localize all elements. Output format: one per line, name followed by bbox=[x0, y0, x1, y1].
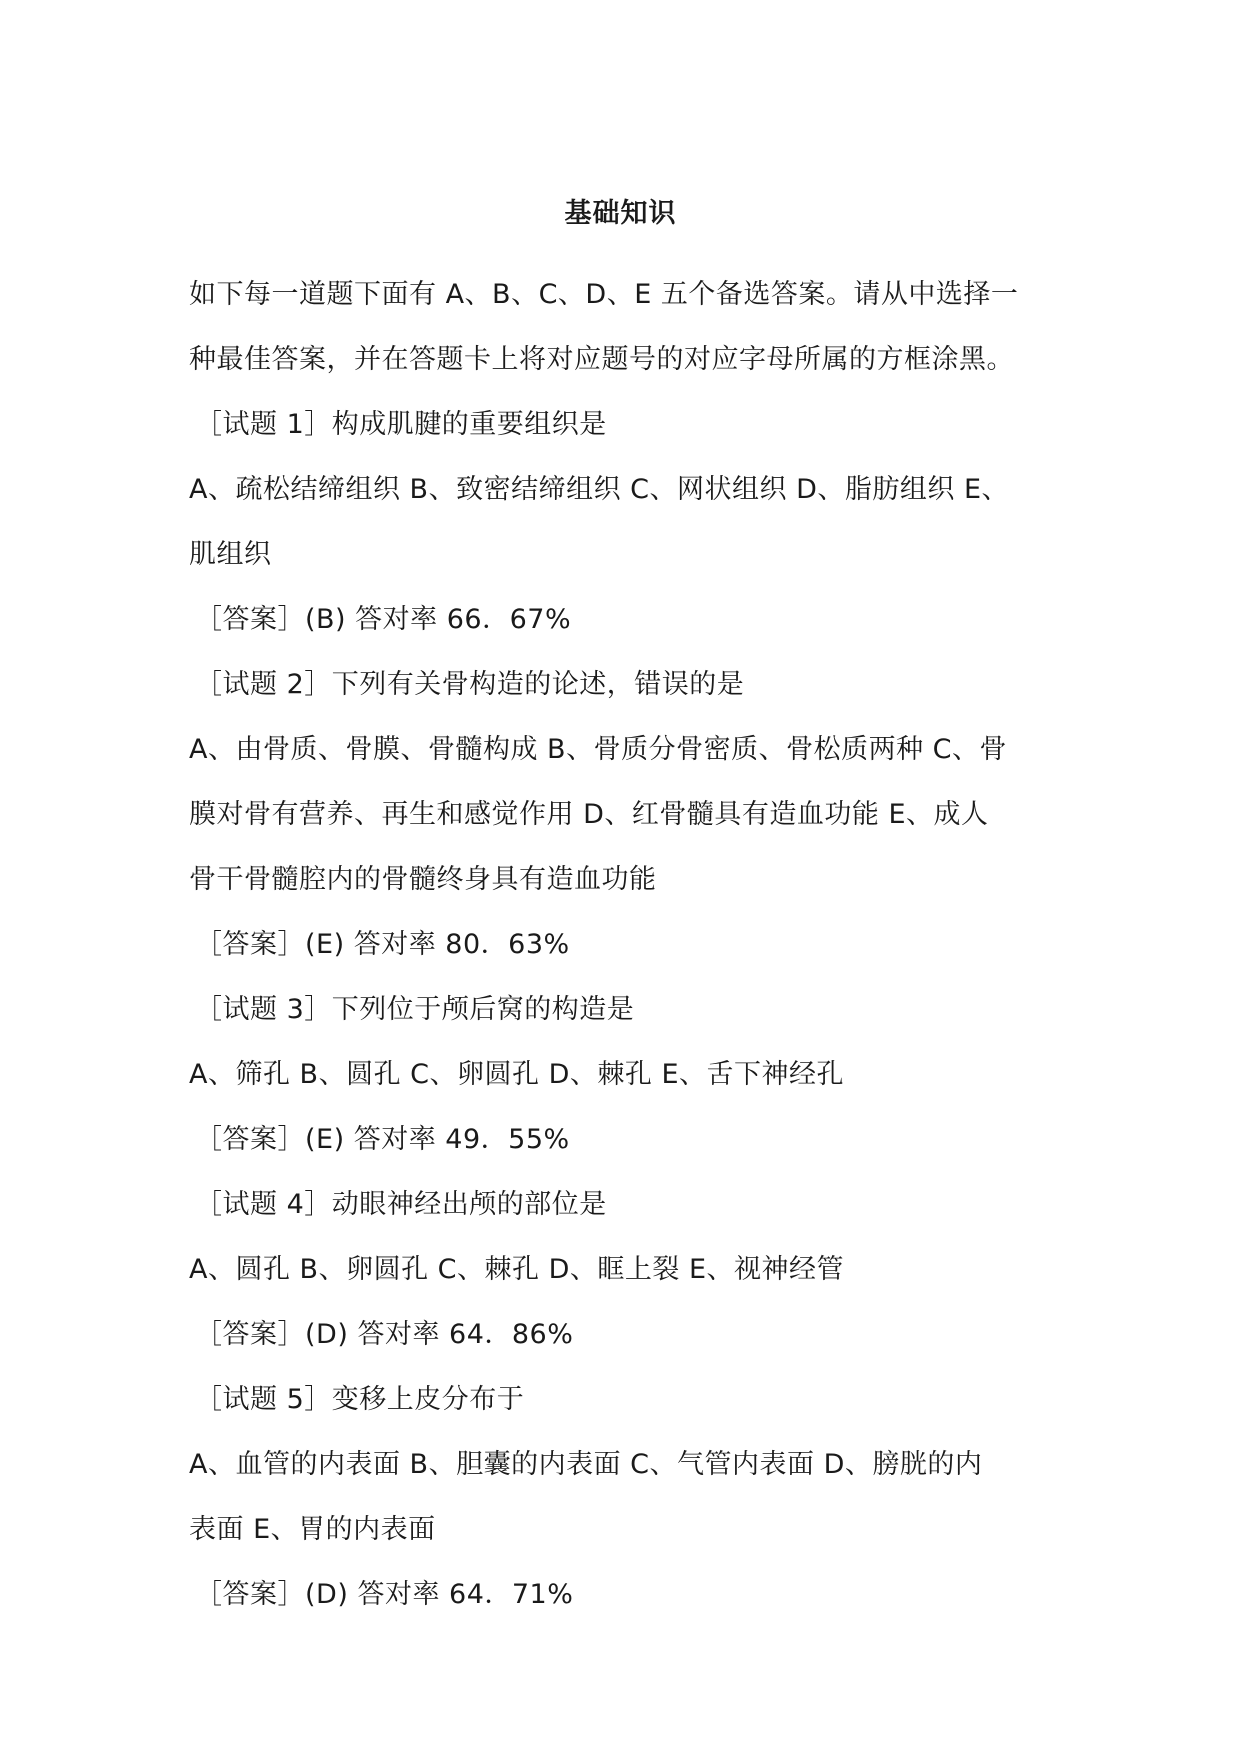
question-answer: ［答案］(D) 答对率 64．86% bbox=[195, 1319, 574, 1350]
document-body bbox=[189, 262, 1069, 1627]
page-title: 基础知识 bbox=[564, 198, 677, 229]
question-stem: ［试题 3］下列位于颅后窝的构造是 bbox=[195, 994, 635, 1025]
question-stem: ［试题 5］变移上皮分布于 bbox=[195, 1384, 525, 1415]
question-options: 膜对骨有营养、再生和感觉作用 D、红骨髓具有造血功能 E、成人 bbox=[189, 799, 989, 830]
question-answer: ［答案］(B) 答对率 66．67% bbox=[195, 604, 572, 635]
question-options: A、血管的内表面 B、胆囊的内表面 C、气管内表面 D、膀胱的内 bbox=[189, 1449, 983, 1480]
question-stem: ［试题 1］构成肌腱的重要组织是 bbox=[195, 409, 607, 440]
intro-line: 种最佳答案，并在答题卡上将对应题号的对应字母所属的方框涂黑。 bbox=[189, 344, 1014, 375]
question-answer: ［答案］(E) 答对率 80．63% bbox=[195, 929, 570, 960]
question-options: 表面 E、胃的内表面 bbox=[189, 1514, 436, 1545]
question-options: A、筛孔 B、圆孔 C、卵圆孔 D、棘孔 E、舌下神经孔 bbox=[189, 1059, 845, 1090]
question-options: A、疏松结缔组织 B、致密结缔组织 C、网状组织 D、脂肪组织 E、 bbox=[189, 474, 1010, 505]
question-options: 骨干骨髓腔内的骨髓终身具有造血功能 bbox=[189, 864, 657, 895]
question-stem: ［试题 2］下列有关骨构造的论述，错误的是 bbox=[195, 669, 745, 700]
question-stem: ［试题 4］动眼神经出颅的部位是 bbox=[195, 1189, 607, 1220]
question-options: A、由骨质、骨膜、骨髓构成 B、骨质分骨密质、骨松质两种 C、骨 bbox=[189, 734, 1008, 765]
question-options: A、圆孔 B、卵圆孔 C、棘孔 D、眶上裂 E、视神经管 bbox=[189, 1254, 845, 1285]
question-options: 肌组织 bbox=[189, 539, 272, 570]
question-answer: ［答案］(E) 答对率 49．55% bbox=[195, 1124, 570, 1155]
question-answer: ［答案］(D) 答对率 64．71% bbox=[195, 1579, 574, 1610]
intro-line: 如下每一道题下面有 A、B、C、D、E 五个备选答案。请从中选择一 bbox=[189, 279, 1019, 310]
